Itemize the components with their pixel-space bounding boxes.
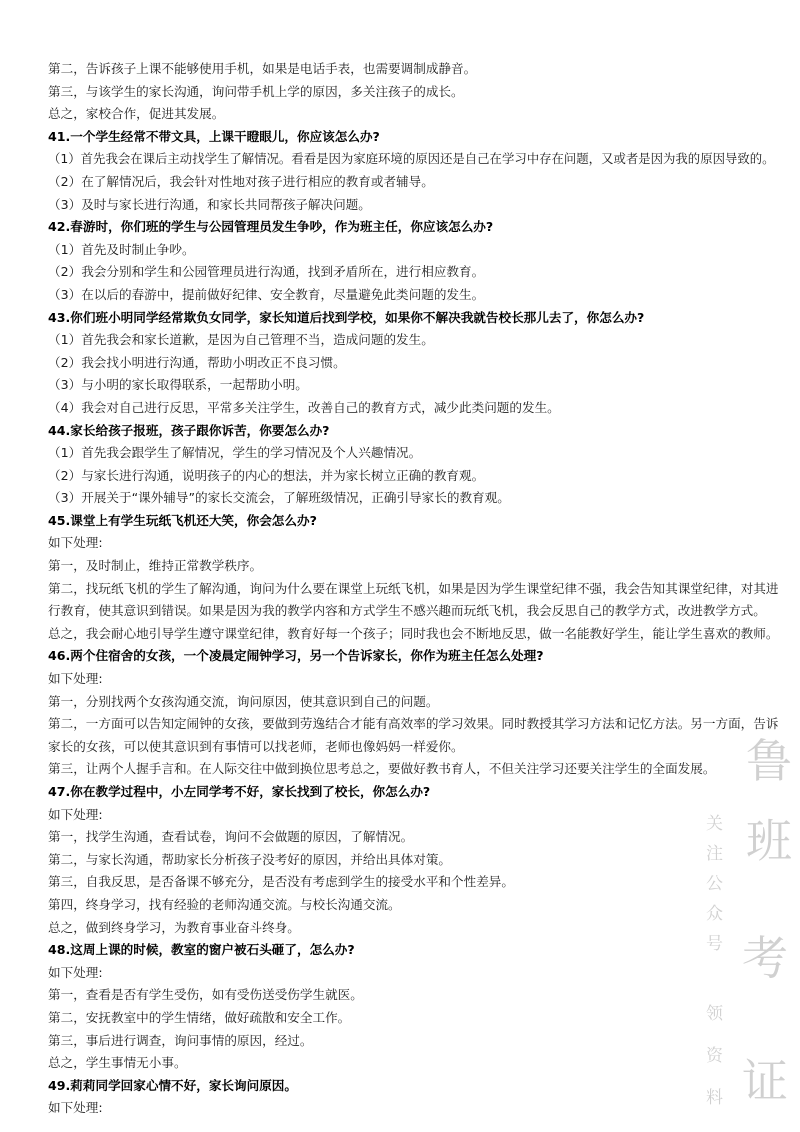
- text-line: 如下处理:: [48, 1100, 103, 1116]
- question-heading: 48.这周上课的时候，教室的窗户被石头砸了，怎么办?: [48, 942, 355, 958]
- watermark-char: 证: [742, 1054, 788, 1108]
- watermark-char: 考: [742, 931, 788, 985]
- text-line: （2）我会分别和学生和公园管理员进行沟通，找到矛盾所在，进行相应教育。: [48, 264, 485, 280]
- watermark-char: 领: [706, 1004, 723, 1024]
- text-line: （2）与家长进行沟通，说明孩子的内心的想法，并为家长树立正确的教育观。: [48, 467, 485, 483]
- text-line: 第一，查看是否有学生受伤，如有受伤送受伤学生就医。: [48, 987, 363, 1003]
- question-heading: 44.家长给孩子报班，孩子跟你诉苦，你要怎么办?: [48, 422, 330, 438]
- watermark-char: 注: [706, 844, 723, 864]
- text-line: 如下处理:: [48, 806, 103, 822]
- text-line: （2）在了解情况后，我会针对性地对孩子进行相应的教育或者辅导。: [48, 173, 434, 189]
- text-line: 第三，事后进行调查，询问事情的原因，经过。: [48, 1032, 313, 1048]
- text-line: 如下处理:: [48, 535, 103, 551]
- question-heading: 41.一个学生经常不带文具，上课干瞪眼儿，你应该怎么办?: [48, 128, 380, 144]
- watermark-char: 班: [746, 814, 792, 868]
- question-heading: 42.春游时，你们班的学生与公园管理员发生争吵，作为班主任，你应该怎么办?: [48, 219, 494, 235]
- text-line: （3）与小明的家长取得联系，一起帮助小明。: [48, 377, 308, 393]
- watermark-char: 鲁: [746, 734, 792, 788]
- watermark-char: 资: [706, 1046, 723, 1066]
- question-heading: 43.你们班小明同学经常欺负女同学，家长知道后找到学校，如果你不解决我就告校长那儿去了，你怎么办?: [48, 309, 645, 325]
- text-line: 第二，安抚教室中的学生情绪，做好疏散和安全工作。: [48, 1009, 351, 1025]
- text-line: （1）首先我会在课后主动找学生了解情况。看看是因为家庭环境的原因还是自己在学习中存在问题，又或者是因为我的原因导致的。: [48, 151, 775, 167]
- text-line: （1）首先我会和家长道歉，是因为自己管理不当，造成问题的发生。: [48, 332, 434, 348]
- watermark-char: 料: [706, 1088, 723, 1108]
- text-line: （3）及时与家长进行沟通，和家长共同帮孩子解决问题。: [48, 196, 371, 212]
- text-line: 第二，找玩纸飞机的学生了解沟通，询问为什么要在课堂上玩纸飞机，如果是因为学生课堂纪律不强，我会告知其课堂纪律，对其进: [48, 580, 779, 596]
- document-body: [48, 58, 784, 1120]
- text-line: 第一，及时制止，维持正常教学秩序。: [48, 558, 263, 574]
- watermark-char: 关: [706, 814, 723, 834]
- text-line: （1）首先及时制止争吵。: [48, 241, 195, 257]
- question-heading: 45.课堂上有学生玩纸飞机还大笑，你会怎么办?: [48, 512, 317, 528]
- text-line: 总之，做到终身学习，为教育事业奋斗终身。: [48, 919, 300, 935]
- text-line: 第二，与家长沟通，帮助家长分析孩子没考好的原因，并给出具体对策。: [48, 851, 451, 867]
- text-line: 第三，让两个人握手言和。在人际交往中做到换位思考总之，要做好教书育人，不但关注学习还要关注学生的全面发展。: [48, 761, 716, 777]
- text-line: 总之，学生事情无小事。: [48, 1055, 187, 1071]
- question-heading: 46.两个住宿舍的女孩，一个凌晨定闹钟学习，另一个告诉家长，你作为班主任怎么处理?: [48, 648, 544, 664]
- text-line: 总之，家校合作，促进其发展。: [48, 106, 225, 122]
- text-line: 总之，我会耐心地引导学生遵守课堂纪律，教育好每一个孩子；同时我也会不断地反思，做一名能教好学生，能让学生喜欢的教师。: [48, 625, 779, 641]
- watermark-char: 众: [706, 904, 723, 924]
- question-heading: 49.莉莉同学回家心情不好，家长询问原因。: [48, 1077, 297, 1093]
- text-line: 第三，与该学生的家长沟通，询问带手机上学的原因，多关注孩子的成长。: [48, 83, 464, 99]
- text-line: 行教育，使其意识到错误。如果是因为我的教学内容和方式学生不感兴趣而玩纸飞机，我会反思自己的教学方式，改进教学方式。: [48, 603, 766, 619]
- text-line: 如下处理:: [48, 964, 103, 980]
- text-line: 如下处理:: [48, 671, 103, 687]
- text-line: 第一，找学生沟通，查看试卷，询问不会做题的原因，了解情况。: [48, 829, 414, 845]
- text-line: （2）我会找小明进行沟通，帮助小明改正不良习惯。: [48, 354, 346, 370]
- text-line: 第四，终身学习，找有经验的老师沟通交流。与校长沟通交流。: [48, 896, 401, 912]
- text-line: 第一，分别找两个女孩沟通交流，询问原因，使其意识到自己的问题。: [48, 693, 439, 709]
- watermark-char: 号: [706, 934, 723, 954]
- text-line: 第三，自我反思，是否备课不够充分，是否没有考虑到学生的接受水平和个性差异。: [48, 874, 514, 890]
- text-line: 第二，一方面可以告知定闹钟的女孩，要做到劳逸结合才能有高效率的学习效果。同时教授其学习方法和记忆方法。另一方面，告诉: [48, 716, 779, 732]
- question-heading: 47.你在教学过程中，小左同学考不好，家长找到了校长，你怎么办?: [48, 784, 431, 799]
- watermark-char: 公: [706, 874, 723, 894]
- text-line: （4）我会对自己进行反思，平常多关注学生，改善自己的教育方式，减少此类问题的发生。: [48, 399, 560, 415]
- text-line: （3）在以后的春游中，提前做好纪律、安全教育，尽量避免此类问题的发生。: [48, 286, 485, 302]
- text-line: （3）开展关于“课外辅导”的家长交流会，了解班级情况，正确引导家长的教育观。: [48, 490, 510, 506]
- text-line: （1）首先我会跟学生了解情况，学生的学习情况及个人兴趣情况。: [48, 445, 422, 461]
- text-line: 家长的女孩，可以使其意识到有事情可以找老师，老师也像妈妈一样爱你。: [48, 738, 464, 754]
- text-line: 第二，告诉孩子上课不能够使用手机，如果是电话手表，也需要调制成静音。: [48, 61, 477, 76]
